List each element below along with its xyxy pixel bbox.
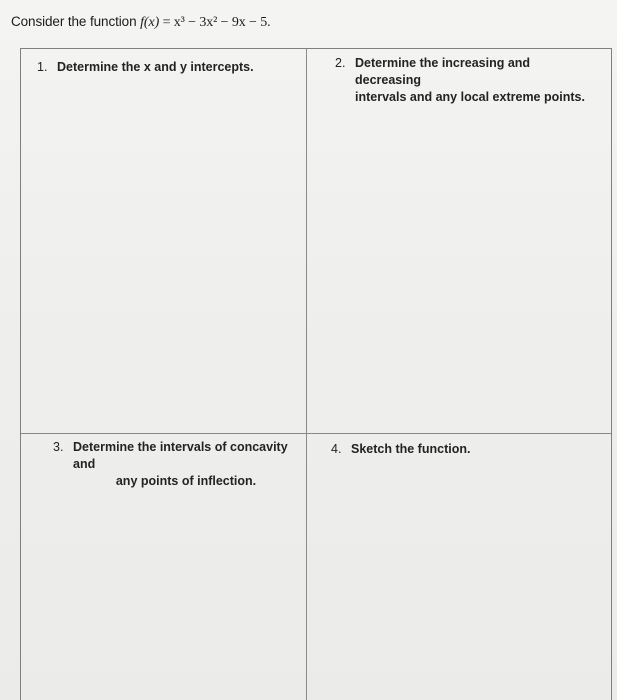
function-equation: = x³ − 3x² − 9x − 5. bbox=[159, 15, 271, 30]
question-3-text-line-1: Determine the intervals of concavity and bbox=[73, 440, 288, 471]
grid-horizontal-divider bbox=[21, 433, 611, 434]
question-2-text-line-1: Determine the increasing and decreasing bbox=[355, 56, 531, 87]
problem-statement bbox=[11, 14, 271, 31]
answer-grid bbox=[20, 48, 612, 700]
question-3-number: 3. bbox=[53, 440, 64, 454]
question-3-text-line-2: any points of inflection. bbox=[115, 474, 257, 488]
question-2-text-line-2: intervals and any local extreme points. bbox=[355, 90, 585, 104]
question-4-text: Sketch the function. bbox=[351, 442, 471, 456]
question-1-number: 1. bbox=[37, 60, 48, 74]
question-1-text: Determine the x and y intercepts. bbox=[57, 60, 254, 74]
function-name: f(x) bbox=[140, 15, 160, 30]
question-1 bbox=[37, 59, 287, 76]
problem-intro-text: Consider the function bbox=[11, 14, 141, 29]
question-4 bbox=[331, 441, 591, 458]
grid-vertical-divider bbox=[306, 49, 307, 700]
question-4-number: 4. bbox=[331, 442, 342, 456]
question-2 bbox=[335, 55, 603, 106]
function-expression bbox=[140, 15, 270, 30]
question-3 bbox=[53, 439, 303, 490]
question-2-number: 2. bbox=[335, 56, 346, 70]
